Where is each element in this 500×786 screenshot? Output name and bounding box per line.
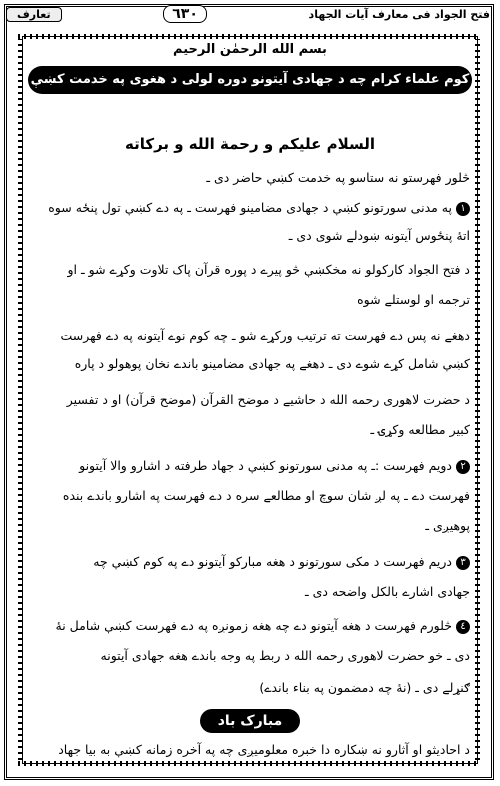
para-2-line-1: دهغے نه پس دے فهرست ته ترتیب ورکړے شو ـ چه کوم نوے آیتونه په دے فهرست — [60, 328, 470, 343]
item-4-line-3: ګنړلے دی ـ (نۀ چه دمضمون په بناء باندے) — [259, 680, 470, 695]
section-label: تعارف — [6, 7, 62, 22]
item-3-text: دریم فهرست د مکی سورتونو د هغه مبارکو آیتونو دے په کوم کښې چه — [93, 554, 452, 569]
item-2-line-3: پوهیږی ـ — [425, 518, 470, 533]
item-4-line-1 — [30, 618, 470, 634]
bismillah: بسم الله الرحمٰن الرحیم — [173, 42, 327, 57]
item-3-line-2: جهادی اشارے بالکل واضحه دی ـ — [304, 584, 470, 599]
last-line: د احادیثو او آثارو نه ښکاره دا خبره معلومیږی چه په آخره زمانه کښې به بیا جهاد — [58, 742, 470, 757]
intro-line: څلور فهرستو نه ستاسو په خدمت کښې حاضر دی ـ — [206, 170, 470, 185]
item-4-line-2: دی ـ خو حضرت لاهوری رحمه الله د ربط په وجه باندے هغه جهادی آیتونه — [100, 648, 470, 663]
item-1-line-1 — [30, 200, 470, 216]
page-number: ٦٣٠ — [163, 5, 207, 23]
item-1-text: په مدنی سورتونو کښې د جهادی مضامینو فهرست ـ په دے کښې تول پنځه سوه — [48, 200, 452, 215]
para-2-line-2: کښې شامل کړے شوے دی ـ دهغے په جهادی مضامینو باندے نخان پوهولو د پاره — [74, 356, 470, 371]
para-2-line-4: کبیر مطالعه وکړۍ ـ — [370, 422, 470, 437]
item-1-number: ١ — [456, 202, 470, 216]
salam-heading: السلام علیکم و رحمة الله و برکاته — [124, 135, 376, 153]
para-2-line-3: د حضرت لاهوری رحمه الله د حاشیے د موضح القرآن (موضح قرآن) او د تفسیر — [66, 392, 470, 407]
para-1-line-2: ترجمه او لوستلے شوه — [357, 292, 470, 307]
mubarak-heading: مبارک باد — [200, 709, 300, 733]
item-2-line-1 — [30, 458, 470, 474]
item-3-line-1 — [30, 554, 470, 570]
item-1-line-2: اتۀ پنځوس آیتونه ښودلے شوی دی ـ — [288, 228, 470, 243]
book-title: فتح الجواد فی معارف آیات الجهاد — [308, 7, 490, 21]
item-4-number: ٤ — [456, 620, 470, 634]
page-header — [6, 2, 494, 26]
item-2-number: ٢ — [456, 460, 470, 474]
item-4-text: څلورم فهرست د هغه آیتونو دے چه هغه زمونږه په دے فهرست کښې شامل نۀ — [55, 618, 452, 633]
item-2-line-2: فهرست دے ـ په لږ شان سوچ او مطالعے سره د دے فهرست په اشارو باندے بنده — [62, 488, 470, 503]
heading-banner: کوم علماء کرام چه د جهادی آیتونو دوره لولی د هغوی په خدمت کښې یوګذارش — [28, 66, 472, 94]
para-1-line-1: د فتح الجواد کارکولو نه مخکښې څو پیرے د پوره قرآن پاک تلاوت وکړے شو ـ او — [67, 262, 470, 277]
item-3-number: ٣ — [456, 556, 470, 570]
item-2-text: دویم فهرست :ـ په مدنی سورتونو کښې د جهاد طرفته د اشارو والا آیتونو — [79, 458, 452, 473]
